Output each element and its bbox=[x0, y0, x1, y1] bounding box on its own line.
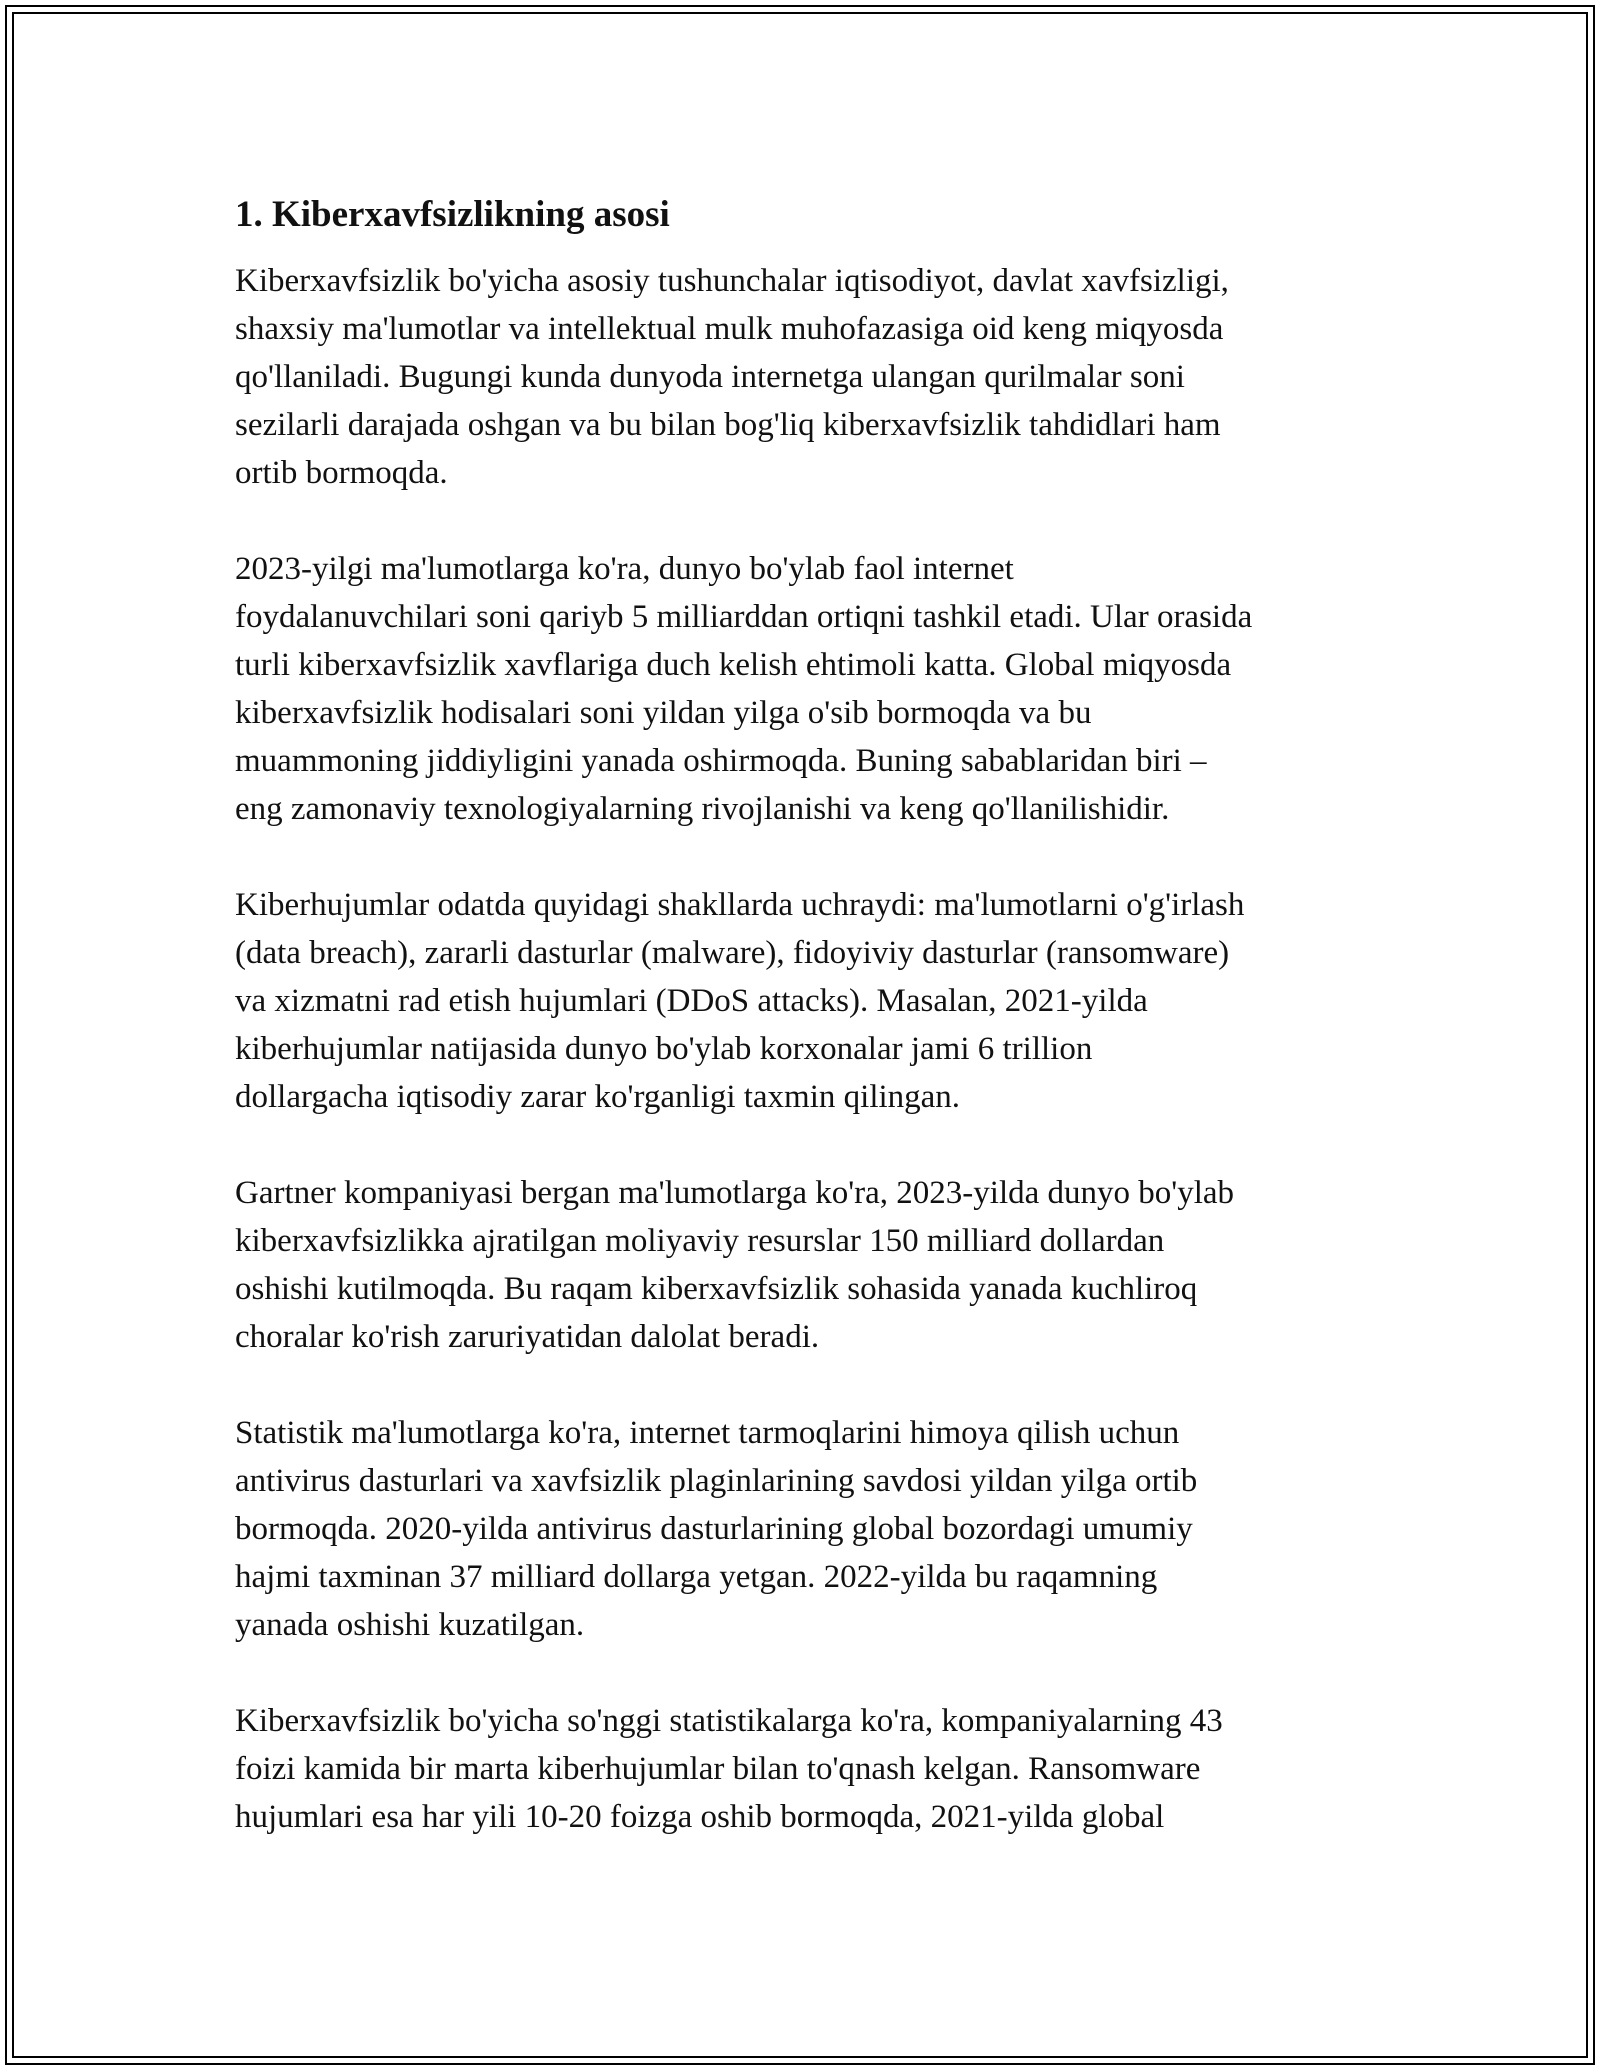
paragraph-line: kiberxavfsizlikka ajratilgan moliyaviy resurslar 150 milliard dollardan bbox=[235, 1223, 1165, 1259]
paragraph-line: shaxsiy ma'lumotlar va intellektual mulk muhofazasiga oid keng miqyosda bbox=[235, 311, 1224, 347]
paragraph-line: Kiberxavfsizlik bo'yicha asosiy tushunchalar iqtisodiyot, davlat xavfsizligi, bbox=[235, 263, 1229, 299]
paragraph-line: Gartner kompaniyasi bergan ma'lumotlarga ko'ra, 2023-yilda dunyo bo'ylab bbox=[235, 1175, 1235, 1211]
document-body bbox=[235, 185, 1385, 1841]
paragraph-line: qo'llaniladi. Bugungi kunda dunyoda internetga ulangan qurilmalar soni bbox=[235, 359, 1185, 395]
paragraph-line: hujumlari esa har yili 10-20 foizga oshib bormoqda, 2021-yilda global bbox=[235, 1799, 1165, 1835]
paragraph-line: foydalanuvchilari soni qariyb 5 milliarddan ortiqni tashkil etadi. Ular orasida bbox=[235, 599, 1253, 635]
paragraph bbox=[235, 881, 1385, 1121]
paragraph-line: kiberxavfsizlik hodisalari soni yildan yilga o'sib bormoqda va bu bbox=[235, 695, 1092, 731]
paragraph-line: va xizmatni rad etish hujumlari (DDoS attacks). Masalan, 2021-yilda bbox=[235, 983, 1148, 1019]
paragraph-line: Statistik ma'lumotlarga ko'ra, internet tarmoqlarini himoya qilish uchun bbox=[235, 1415, 1180, 1451]
section-heading: 1. Kiberxavfsizlikning asosi bbox=[235, 194, 670, 235]
paragraph-line: (data breach), zararli dasturlar (malware), fidoyiviy dasturlar (ransomware) bbox=[235, 935, 1230, 971]
paragraph-line: kiberhujumlar natijasida dunyo bo'ylab korxonalar jami 6 trillion bbox=[235, 1031, 1093, 1067]
paragraph-line: muammoning jiddiyligini yanada oshirmoqda. Buning sabablaridan biri – bbox=[235, 743, 1207, 779]
paragraph-line: eng zamonaviy texnologiyalarning rivojlanishi va keng qo'llanilishidir. bbox=[235, 791, 1170, 827]
paragraph-line: foizi kamida bir marta kiberhujumlar bilan to'qnash kelgan. Ransomware bbox=[235, 1751, 1201, 1787]
paragraph-line: hajmi taxminan 37 milliard dollarga yetgan. 2022-yilda bu raqamning bbox=[235, 1559, 1158, 1595]
paragraph-line: choralar ko'rish zaruriyatidan dalolat beradi. bbox=[235, 1319, 820, 1355]
paragraph-line: ortib bormoqda. bbox=[235, 455, 448, 491]
paragraph-line: Kiberxavfsizlik bo'yicha so'nggi statistikalarga ko'ra, kompaniyalarning 43 bbox=[235, 1703, 1223, 1739]
paragraph bbox=[235, 1409, 1385, 1649]
paragraph-line: yanada oshishi kuzatilgan. bbox=[235, 1607, 585, 1643]
paragraph-list bbox=[235, 257, 1385, 1841]
paragraph-line: oshishi kutilmoqda. Bu raqam kiberxavfsizlik sohasida yanada kuchliroq bbox=[235, 1271, 1198, 1307]
paragraph-line: Kiberhujumlar odatda quyidagi shakllarda uchraydi: ma'lumotlarni o'g'irlash bbox=[235, 887, 1245, 923]
paragraph bbox=[235, 1169, 1385, 1361]
paragraph-line: turli kiberxavfsizlik xavflariga duch kelish ehtimoli katta. Global miqyosda bbox=[235, 647, 1232, 683]
paragraph-line: 2023-yilgi ma'lumotlarga ko'ra, dunyo bo'ylab faol internet bbox=[235, 551, 1014, 587]
paragraph bbox=[235, 1697, 1385, 1841]
paragraph-line: sezilarli darajada oshgan va bu bilan bog'liq kiberxavfsizlik tahdidlari ham bbox=[235, 407, 1221, 443]
paragraph-line: antivirus dasturlari va xavfsizlik plaginlarining savdosi yildan yilga ortib bbox=[235, 1463, 1198, 1499]
paragraph-line: dollargacha iqtisodiy zarar ko'rganligi taxmin qilingan. bbox=[235, 1079, 961, 1115]
paragraph-line: bormoqda. 2020-yilda antivirus dasturlarining global bozordagi umumiy bbox=[235, 1511, 1193, 1547]
paragraph bbox=[235, 545, 1385, 833]
paragraph bbox=[235, 257, 1385, 497]
